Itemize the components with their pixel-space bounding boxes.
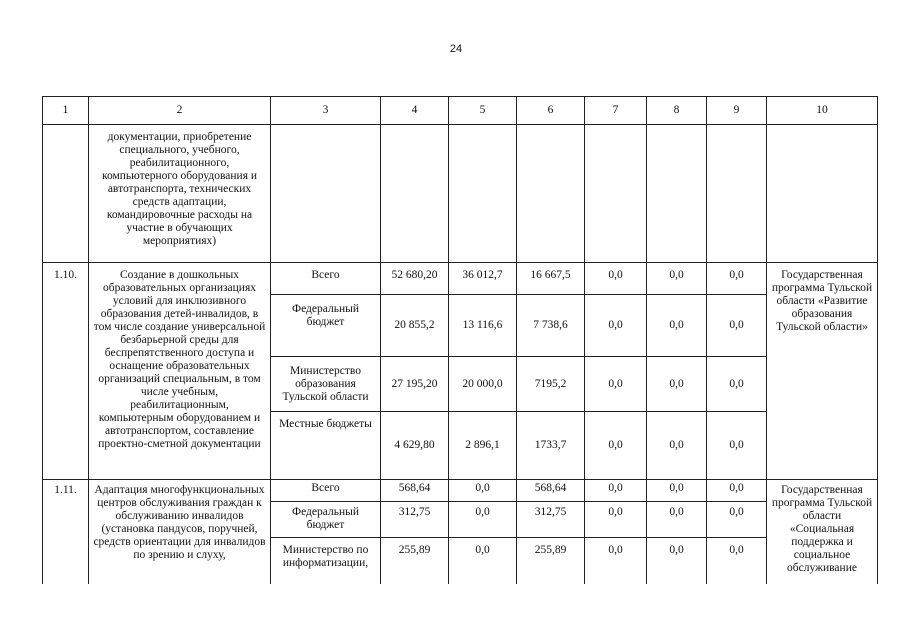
table-cell [449, 125, 517, 263]
value-cell: 0,0 [449, 480, 517, 502]
column-header: 1 [43, 97, 89, 125]
funding-source: Всего [271, 480, 381, 502]
table-cell [707, 125, 767, 263]
value-cell: 0,0 [707, 357, 767, 412]
funding-source: Министерство образования Тульской области [271, 357, 381, 412]
column-header: 3 [271, 97, 381, 125]
table-cell [271, 125, 381, 263]
value-cell: 0,0 [585, 263, 647, 295]
item-description: Создание в дошкольных образовательных организациях условий для инклюзивного образования детей-инвалидов, в том числе создание универсальной безбарьерной среды для беспрепятственного доступа и оснащение образовательных организаций специальным, в том числе учебным, реабилитационным, компьютерным оборудованием и автотранспортом, составление проектно-сметной документации [89, 263, 271, 480]
continued-description: документации, приобретение специального, учебного, реабилитационного, компьютерного оборудования и автотранспорта, технических средств адаптации, командировочные расходы на участие в обучающих мероприятиях) [89, 125, 271, 263]
value-cell: 0,0 [585, 357, 647, 412]
value-cell: 0,0 [707, 502, 767, 538]
item-description: Адаптация многофункциональных центров обслуживания граждан к обслуживанию инвалидов (установка пандусов, поручней, средств ориентации для инвалидов по зрению и слуху, [89, 480, 271, 584]
program-table [42, 96, 878, 584]
program-name: Государственная программа Тульской области «Развитие образования Тульской области» [767, 263, 878, 480]
column-header: 9 [707, 97, 767, 125]
value-cell: 2 896,1 [449, 412, 517, 480]
value-cell: 7 738,6 [517, 295, 585, 357]
table-cell [381, 125, 449, 263]
column-header: 4 [381, 97, 449, 125]
value-cell: 16 667,5 [517, 263, 585, 295]
value-cell: 52 680,20 [381, 263, 449, 295]
value-cell: 20 855,2 [381, 295, 449, 357]
table-row [43, 480, 878, 502]
value-cell: 4 629,80 [381, 412, 449, 480]
value-cell: 0,0 [707, 295, 767, 357]
value-cell: 0,0 [449, 538, 517, 584]
column-header: 2 [89, 97, 271, 125]
value-cell: 0,0 [647, 480, 707, 502]
value-cell: 312,75 [381, 502, 449, 538]
value-cell: 568,64 [381, 480, 449, 502]
item-number: 1.11. [43, 480, 89, 584]
column-header: 5 [449, 97, 517, 125]
value-cell: 312,75 [517, 502, 585, 538]
value-cell: 27 195,20 [381, 357, 449, 412]
funding-source: Министерство по информатизации, [271, 538, 381, 584]
item-number: 1.10. [43, 263, 89, 480]
value-cell: 0,0 [585, 480, 647, 502]
funding-source: Федеральный бюджет [271, 502, 381, 538]
funding-source: Местные бюджеты [271, 412, 381, 480]
value-cell: 13 116,6 [449, 295, 517, 357]
value-cell: 0,0 [585, 538, 647, 584]
program-name: Государственная программа Тульской области «Социальная поддержка и социальное обслуживание [767, 480, 878, 584]
funding-source: Федеральный бюджет [271, 295, 381, 357]
funding-source: Всего [271, 263, 381, 295]
value-cell: 0,0 [585, 295, 647, 357]
page-number: 24 [449, 43, 463, 55]
table-cell [585, 125, 647, 263]
value-cell: 0,0 [647, 502, 707, 538]
value-cell: 0,0 [449, 502, 517, 538]
value-cell: 568,64 [517, 480, 585, 502]
header-row [43, 97, 878, 125]
table-cell [43, 125, 89, 263]
value-cell: 0,0 [585, 412, 647, 480]
value-cell: 0,0 [647, 263, 707, 295]
value-cell: 0,0 [585, 502, 647, 538]
value-cell: 0,0 [707, 263, 767, 295]
table-cell [647, 125, 707, 263]
value-cell: 1733,7 [517, 412, 585, 480]
table-cell [517, 125, 585, 263]
value-cell: 0,0 [647, 357, 707, 412]
value-cell: 0,0 [707, 412, 767, 480]
column-header: 8 [647, 97, 707, 125]
value-cell: 20 000,0 [449, 357, 517, 412]
value-cell: 0,0 [707, 480, 767, 502]
value-cell: 0,0 [707, 538, 767, 584]
value-cell: 255,89 [381, 538, 449, 584]
value-cell: 0,0 [647, 412, 707, 480]
value-cell: 255,89 [517, 538, 585, 584]
column-header: 7 [585, 97, 647, 125]
table-cell [767, 125, 878, 263]
value-cell: 7195,2 [517, 357, 585, 412]
value-cell: 0,0 [647, 538, 707, 584]
value-cell: 0,0 [647, 295, 707, 357]
table-row [43, 263, 878, 295]
column-header: 6 [517, 97, 585, 125]
continued-row [43, 125, 878, 263]
value-cell: 36 012,7 [449, 263, 517, 295]
column-header: 10 [767, 97, 878, 125]
